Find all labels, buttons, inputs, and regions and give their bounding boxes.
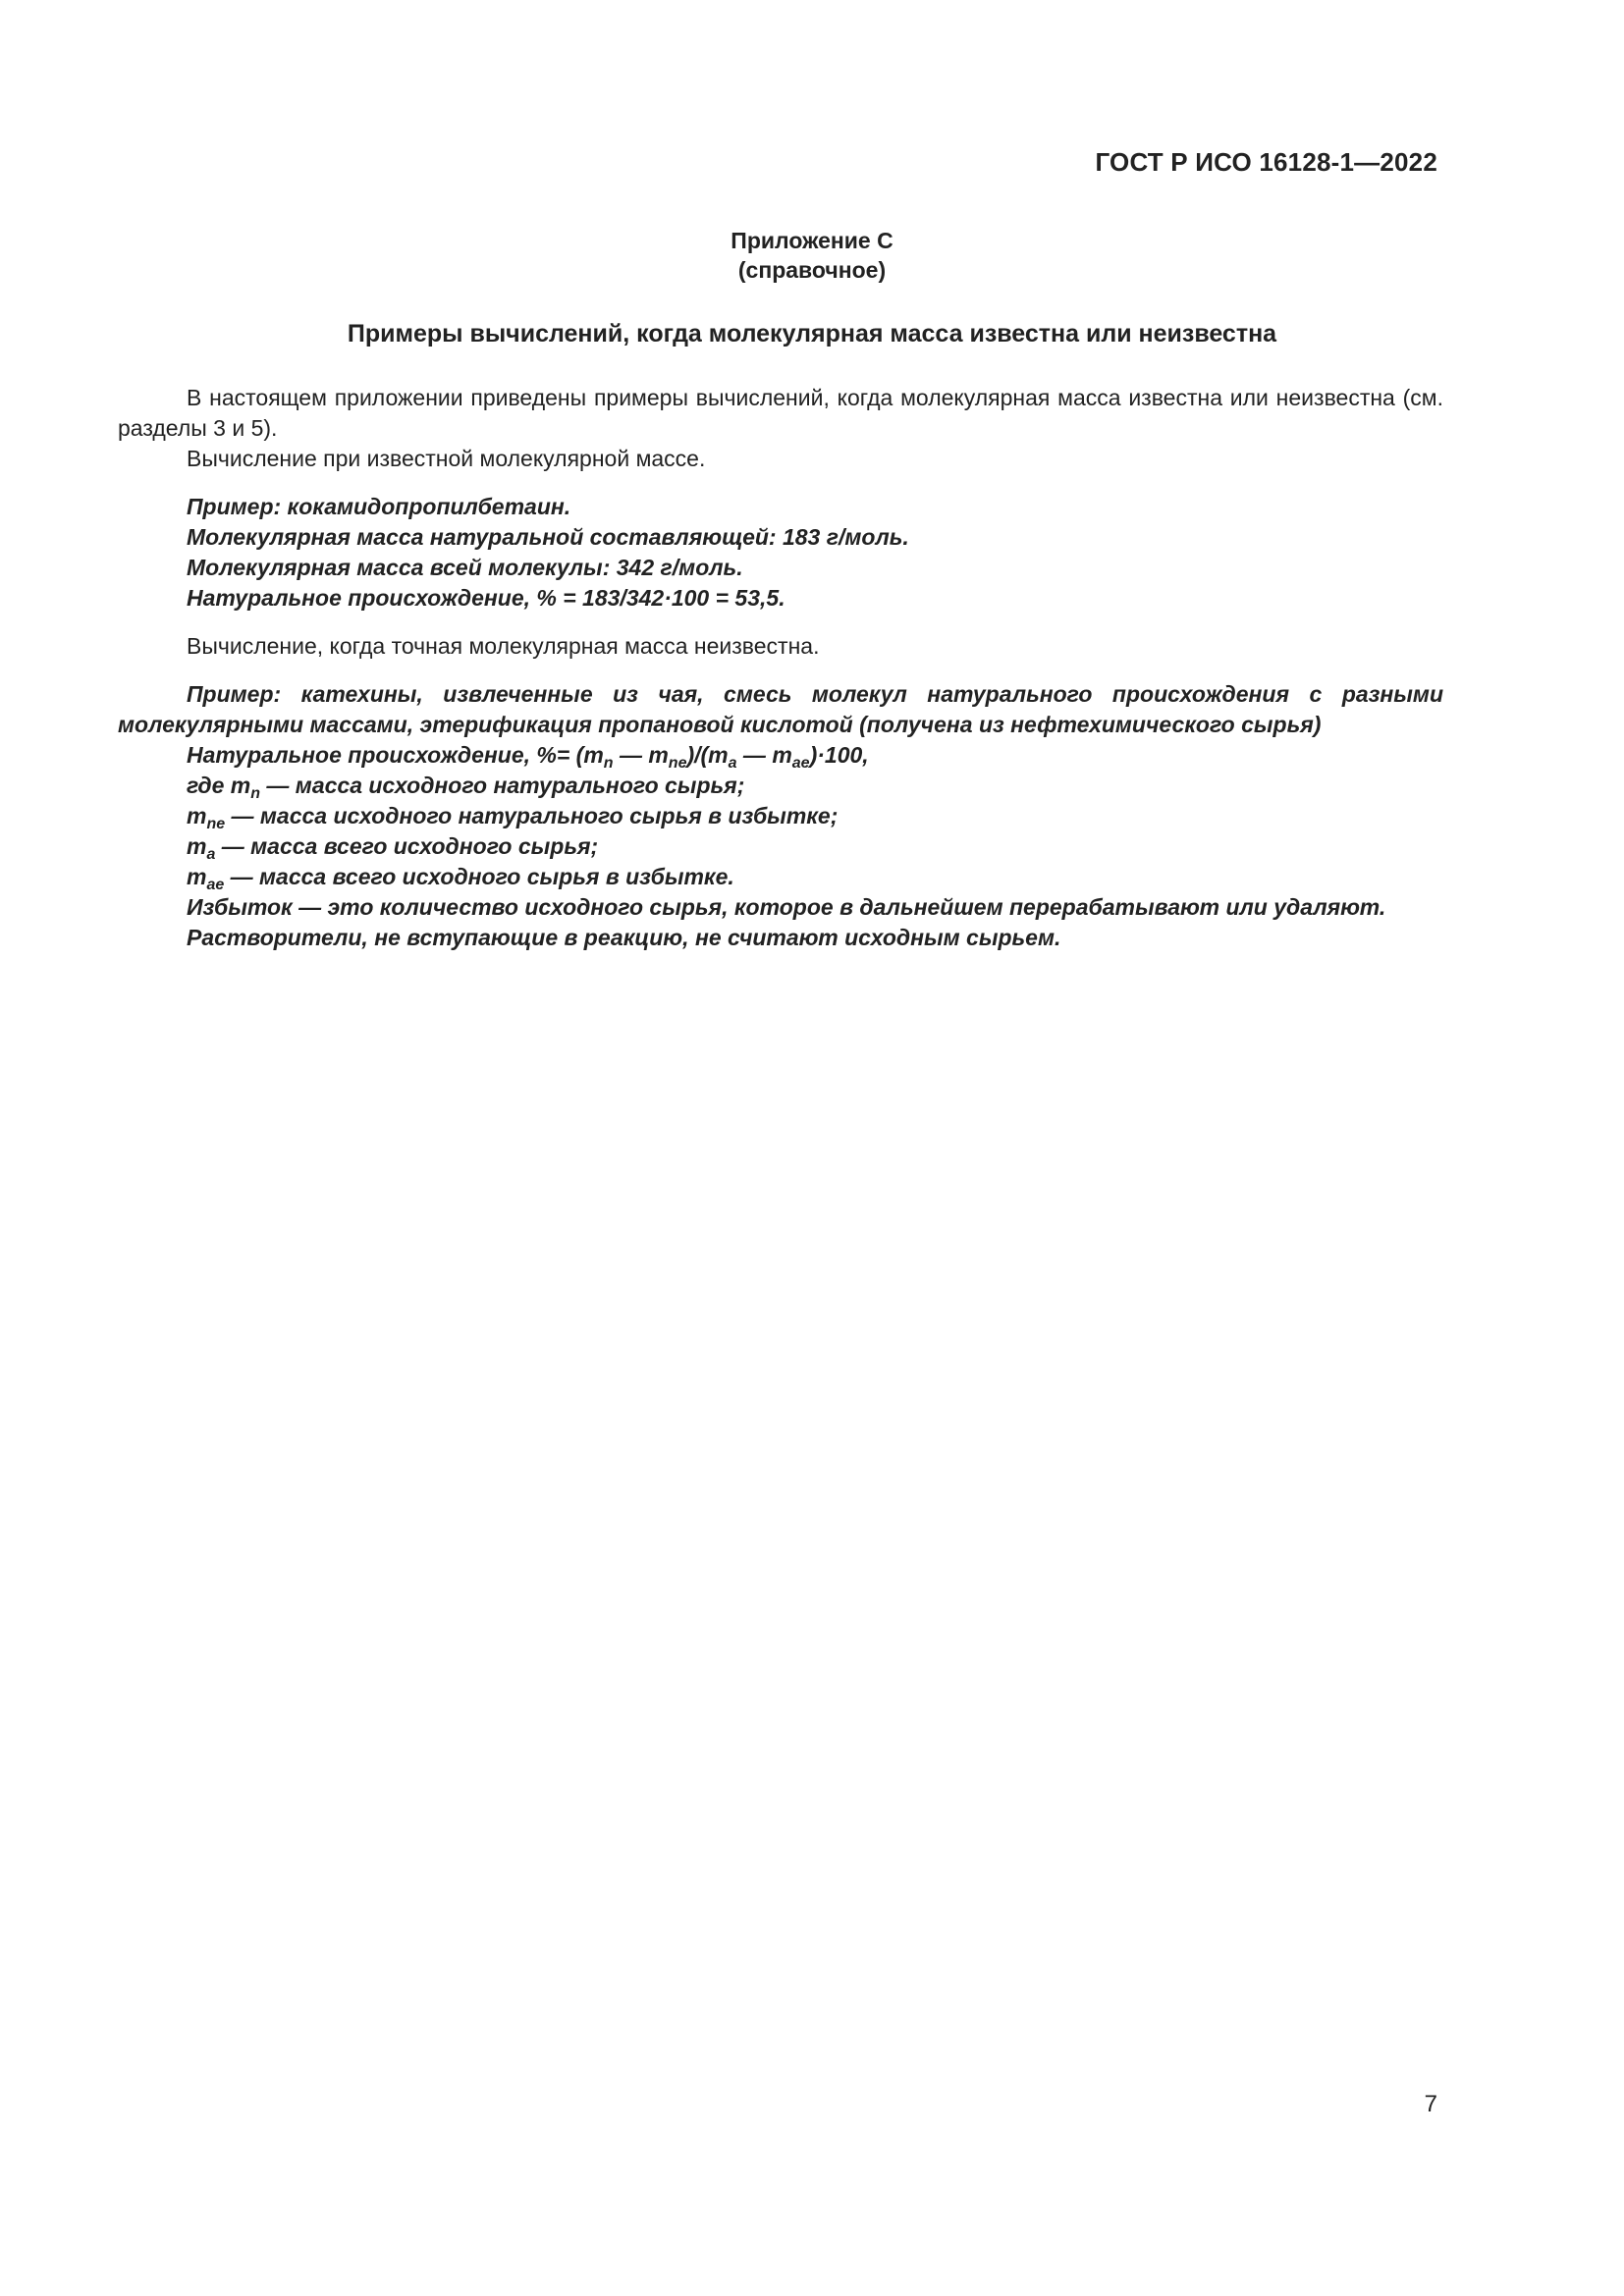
- definition-ma-text: — масса всего исходного сырья;: [215, 833, 599, 859]
- definition-mae-text: — масса всего исходного сырья в избытке.: [224, 864, 734, 889]
- unknown-mass-heading: Вычисление, когда точная молекулярная масса неизвестна.: [187, 633, 820, 659]
- definition-mn-sub: n: [250, 785, 261, 802]
- formula-dash2: — m: [736, 742, 792, 768]
- document-body: [118, 383, 1443, 953]
- definition-mn: [118, 771, 1443, 801]
- example1-line1: Пример: кокамидопропилбетаин.: [187, 494, 571, 519]
- formula-mid: )/(m: [686, 742, 729, 768]
- formula-prefix: Натуральное происхождение, %= (m: [187, 742, 604, 768]
- formula-sub-ne: ne: [668, 755, 687, 772]
- annex-heading: [0, 226, 1624, 285]
- example2-formula: [118, 740, 1443, 771]
- intro-paragraph: В настоящем приложении приведены примеры вычислений, когда молекулярная масса известна или неизвестна (см. разделы 3 и 5).: [118, 385, 1443, 441]
- formula-sub-ae: ae: [791, 755, 810, 772]
- definition-mae-symbol: m: [187, 864, 207, 889]
- example1-line4: Натуральное происхождение, % = 183/342·100 = 53,5.: [187, 585, 785, 611]
- formula-dash1: — m: [613, 742, 669, 768]
- definition-mn-text: — масса исходного натурального сырья;: [260, 773, 745, 798]
- example-unknown-mass: [118, 679, 1443, 953]
- annex-label: Приложение С: [731, 228, 893, 253]
- example1-line2: Молекулярная масса натуральной составляющей: 183 г/моль.: [187, 524, 909, 550]
- solvents-note: Растворители, не вступающие в реакцию, не считают исходным сырьем.: [187, 925, 1061, 950]
- excess-definition: Избыток — это количество исходного сырья, которое в дальнейшем перерабатывают или удаляют.: [187, 894, 1386, 920]
- annex-title: Примеры вычислений, когда молекулярная масса известна или неизвестна: [347, 320, 1277, 347]
- definition-ma-sub: a: [206, 846, 216, 863]
- definition-mae: [118, 862, 1443, 892]
- annex-type: (справочное): [737, 257, 887, 283]
- document-standard-code: ГОСТ Р ИСО 16128-1—2022: [1095, 147, 1437, 177]
- formula-sub-n: n: [603, 755, 614, 772]
- example-known-mass: [118, 492, 1443, 614]
- definition-mne-sub: ne: [206, 816, 226, 832]
- definition-mn-symbol: где m: [187, 773, 251, 798]
- example2-description: Пример: катехины, извлеченные из чая, смесь молекул натурального происхождения с разными молекулярными массами, этерификация пропановой кислотой (получена из нефтехимического сырья): [118, 681, 1443, 737]
- known-mass-heading: Вычисление при известной молекулярной массе.: [187, 446, 706, 471]
- example1-line3: Молекулярная масса всей молекулы: 342 г/моль.: [187, 555, 743, 580]
- definition-mne: [118, 801, 1443, 831]
- page-number: 7: [1424, 2091, 1437, 2117]
- formula-suffix: )·100,: [809, 742, 869, 768]
- definition-ma: [118, 831, 1443, 862]
- formula-sub-a: a: [728, 755, 737, 772]
- definition-ma-symbol: m: [187, 833, 207, 859]
- definition-mae-sub: ae: [206, 877, 225, 893]
- definition-mne-text: — масса исходного натурального сырья в избытке;: [225, 803, 839, 828]
- definition-mne-symbol: m: [187, 803, 207, 828]
